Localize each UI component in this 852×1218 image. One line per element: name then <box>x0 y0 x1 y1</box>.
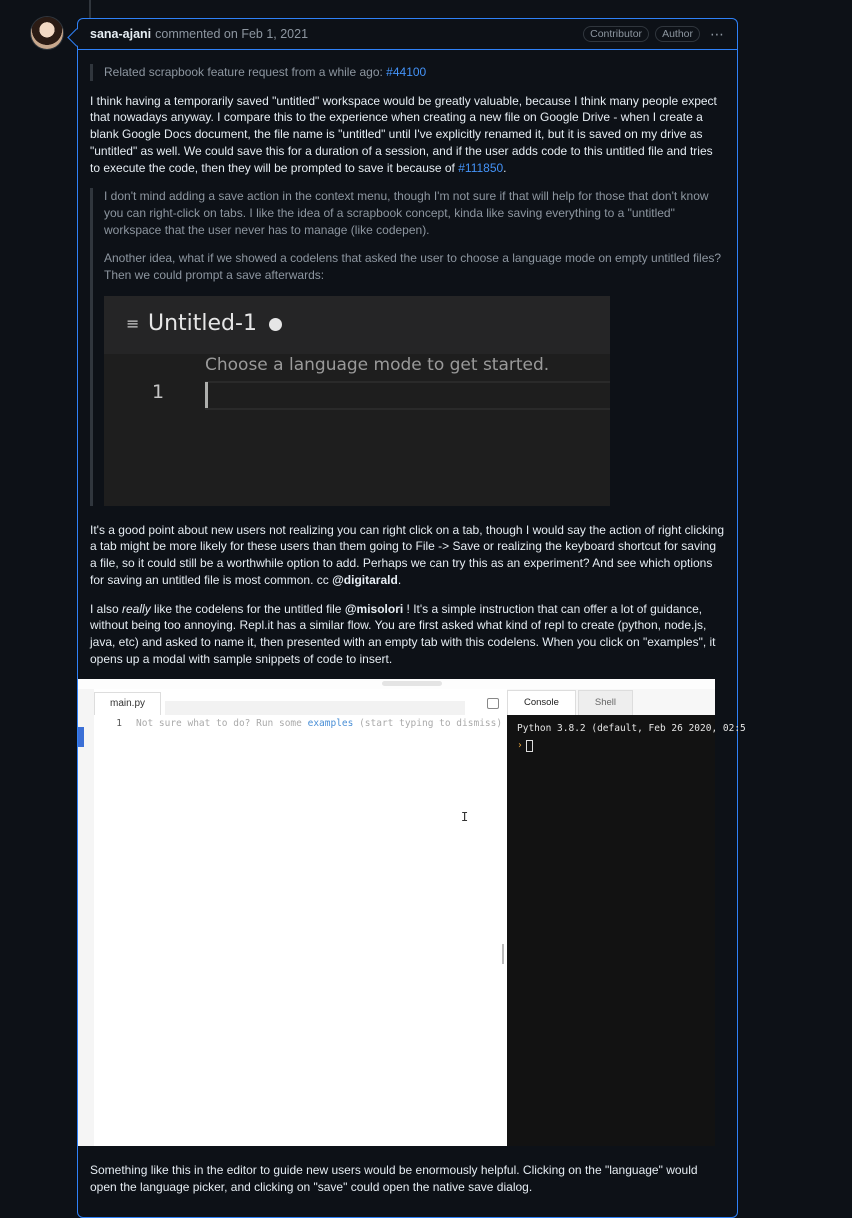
paragraph-2: It's a good point about new users not realizing you can right click on a tab, though I would say the action of right clicking a tab might be more likely for these users than them going to File -> Save or realizing the keyboard shortcut for saving a file, so it could still be a worthwhile option to add. Perhaps we can try this as an experiment? And see which options for saving an untitled file is most common. cc @digitarald. <box>90 522 724 587</box>
console-prompt-line <box>517 738 705 755</box>
replit-console-tabs <box>507 689 715 715</box>
ibeam-cursor-icon: I <box>461 810 469 825</box>
mention-misolori[interactable]: @misolori <box>344 601 404 616</box>
issue-link-44100[interactable]: #44100 <box>386 65 427 79</box>
layout-icon <box>487 698 499 709</box>
blockquote-1 <box>90 64 725 81</box>
replit-editor-pane <box>78 689 507 1146</box>
quote-2-paragraph-1: I don't mind adding a save action in the context menu, though I'm not sure if that will help for those that don't know you can right-click on tabs. I like the idea of a scrapbook concept, kinda like saving everything to a "untitled" workspace that the user never has to manage (like codepen). <box>104 189 709 237</box>
shell-tab: Shell <box>578 690 633 716</box>
comment-box <box>77 18 746 1218</box>
author-link[interactable]: sana-ajani <box>90 27 152 41</box>
console-output <box>507 715 746 760</box>
vscode-screenshot <box>104 296 610 506</box>
replit-tab-placeholder <box>165 701 465 715</box>
author-badge: Author <box>655 26 700 42</box>
vscode-current-line <box>205 381 610 410</box>
kebab-horizontal-icon[interactable]: ⋯ <box>710 25 725 42</box>
issue-link-111850[interactable]: #111850 <box>458 160 504 175</box>
paragraph-4: Something like this in the editor to guide new users would be enormously helpful. Clicking on the "language" would open the language picker, and clicking on "save" could open the native save dialog. <box>90 1163 698 1195</box>
vscode-codelens-hint: Choose a language mode to get started. <box>205 354 550 375</box>
vscode-tab-title: Untitled-1 <box>148 311 257 337</box>
paragraph-3: I also really like the codelens for the untitled file @misolori ! It's a simple instruction that can offer a lot of guidance, without being too annoying. Repl.it has a similar flow. You are first asked what kind of repl to create (python, node.js, java, etc) and asked to name it, then presented with an empty tab with this codelens. When you click on "examples", it opens up a modal with sample snippets of code to insert. <box>90 601 716 666</box>
prompt-chevron-icon: › <box>517 740 523 752</box>
replit-code-line: 1 Not sure what to do? Run some examples (start typing to dismiss) <box>94 716 502 733</box>
mention-digitarald[interactable]: @digitarald <box>332 572 398 587</box>
paragraph-1: I think having a temporarily saved "untitled" workspace would be greatly valuable, because I think many people expect that nowadays anyway. I compare this to the experience when creating a new file on Google Drive - when I create a blank Google Docs document, the file name is "untitled" until I've explicitly renamed it, but it is saved on my drive as "untitled" as well. We could save this for a duration of a session, and if the user adds code to this untitled file and tries to execute the code, then they will be prompted to save it because of #111850. <box>90 93 717 175</box>
drag-handle <box>382 681 442 686</box>
pane-divider <box>502 944 504 964</box>
replit-file-tabs <box>94 695 465 715</box>
vscode-tab <box>104 296 610 354</box>
comment-action: commented on <box>155 27 238 41</box>
text-cursor <box>205 382 208 408</box>
console-version-line: Python 3.8.2 (default, Feb 26 2020, 02:5 <box>517 723 746 735</box>
blockquote-2 <box>90 188 725 506</box>
replit-screenshot <box>78 679 746 1146</box>
file-lines-icon: ≡ <box>126 314 140 334</box>
quote-2-paragraph-2: Another idea, what if we showed a codelens that asked the user to choose a language mode on empty untitled files? Then we could prompt a save afterwards: <box>104 251 722 283</box>
replit-line-number: 1 <box>116 718 122 730</box>
replit-top-bar <box>78 679 715 689</box>
quote-1-paragraph: Related scrapbook feature request from a while ago: #44100 <box>104 65 427 79</box>
comment-body <box>78 50 746 1196</box>
contributor-badge: Contributor <box>583 26 649 42</box>
comment-header <box>78 19 737 50</box>
timeline-line <box>89 0 91 20</box>
examples-link: examples <box>307 718 354 730</box>
replit-gutter <box>78 689 94 1146</box>
gutter-marker <box>78 727 84 747</box>
console-tab: Console <box>507 690 576 716</box>
replit-file-tab: main.py <box>94 692 161 716</box>
vscode-line-number: 1 <box>152 380 165 403</box>
author-avatar[interactable] <box>31 17 63 49</box>
console-caret <box>526 740 533 752</box>
comment-date[interactable]: Feb 1, 2021 <box>241 27 309 41</box>
unsaved-dot-icon <box>269 318 282 331</box>
replit-console-pane <box>507 689 746 1146</box>
